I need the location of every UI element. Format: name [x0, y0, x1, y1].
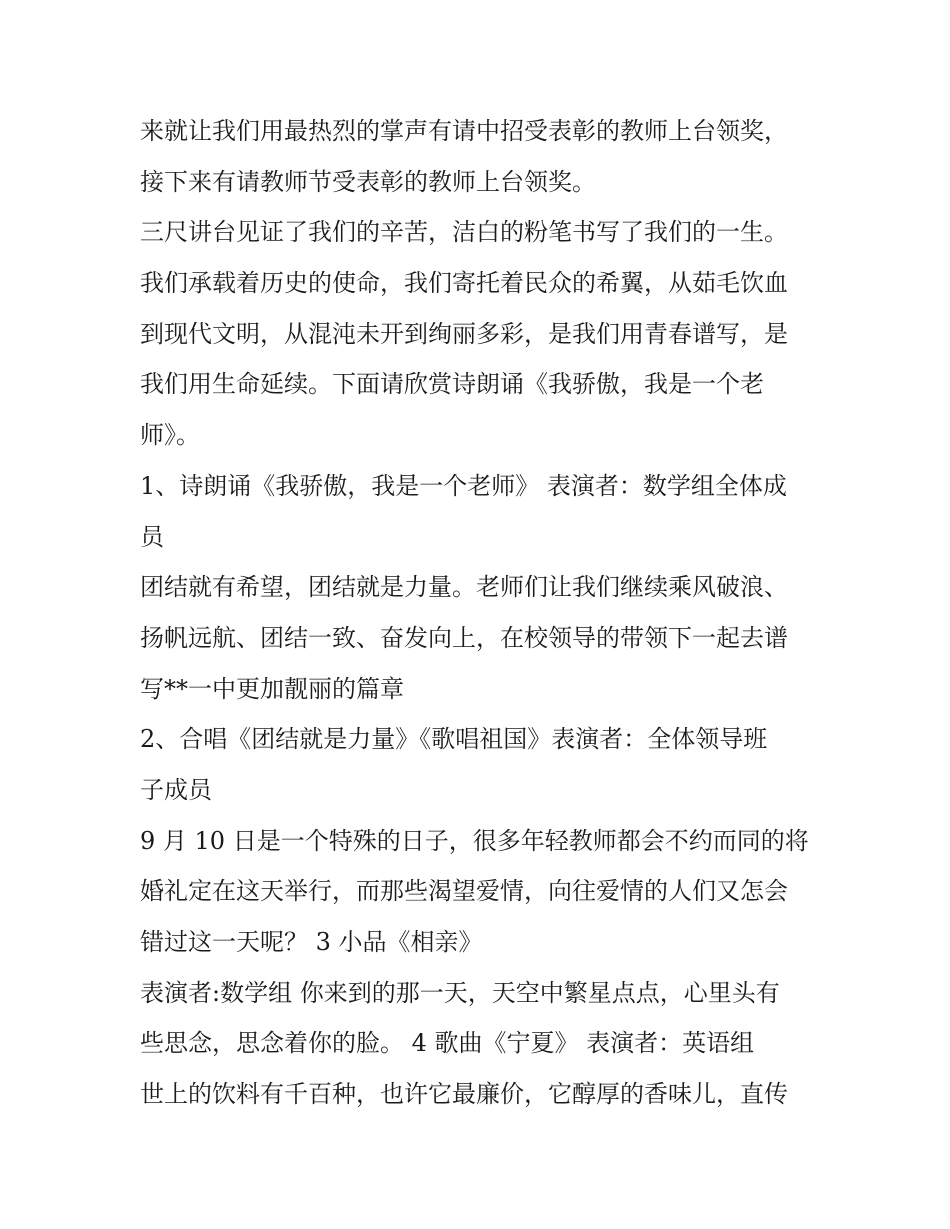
text-line: 扬帆远航、团结一致、奋发向上，在校领导的带领下一起去谱 [140, 623, 788, 652]
text-line: 世上的饮料有千百种，也许它最廉价，它醇厚的香味儿，直传 [140, 1080, 788, 1109]
text-line: 些思念，思念着你的脸。 4 歌曲《宁夏》 表演者：英语组 [140, 1029, 755, 1058]
document-body [140, 106, 830, 1120]
text-line: 师》。 [140, 421, 200, 450]
text-line: 表演者:数学组 你来到的那一天，天空中繁星点点，心里头有 [140, 978, 780, 1007]
text-line: 团结就有希望，团结就是力量。老师们让我们继续乘风破浪、 [140, 573, 788, 602]
text-line: 接下来有请教师节受表彰的教师上台领奖。 [140, 167, 596, 196]
text-line: 子成员 [140, 775, 212, 804]
text-line: 写**一中更加靓丽的篇章 [140, 674, 404, 703]
text-line: 9 月 10 日是一个特殊的日子，很多年轻教师都会不约而同的将 [140, 826, 809, 855]
text-line: 我们用生命延续。下面请欣赏诗朗诵《我骄傲，我是一个老 [140, 370, 764, 399]
text-line: 错过这一天呢？ 3 小品《相亲》 [140, 928, 483, 956]
text-line: 三尺讲台见证了我们的辛苦，洁白的粉笔书写了我们的一生。 [140, 218, 788, 247]
text-line: 来就让我们用最热烈的掌声有请中招受表彰的教师上台领奖， [140, 117, 788, 145]
text-line: 员 [140, 522, 164, 551]
text-line: 婚礼定在这天举行，而那些渴望爱情，向往爱情的人们又怎会 [140, 877, 788, 906]
text-line: 我们承载着历史的使命，我们寄托着民众的希翼，从茹毛饮血 [140, 269, 788, 298]
text-line: 到现代文明，从混沌未开到绚丽多彩，是我们用青春谱写，是 [140, 319, 788, 348]
text-line: 1、诗朗诵《我骄傲，我是一个老师》 表演者：数学组全体成 [140, 471, 787, 500]
text-line: 2、合唱《团结就是力量》《歌唱祖国》表演者：全体领导班 [140, 725, 768, 754]
